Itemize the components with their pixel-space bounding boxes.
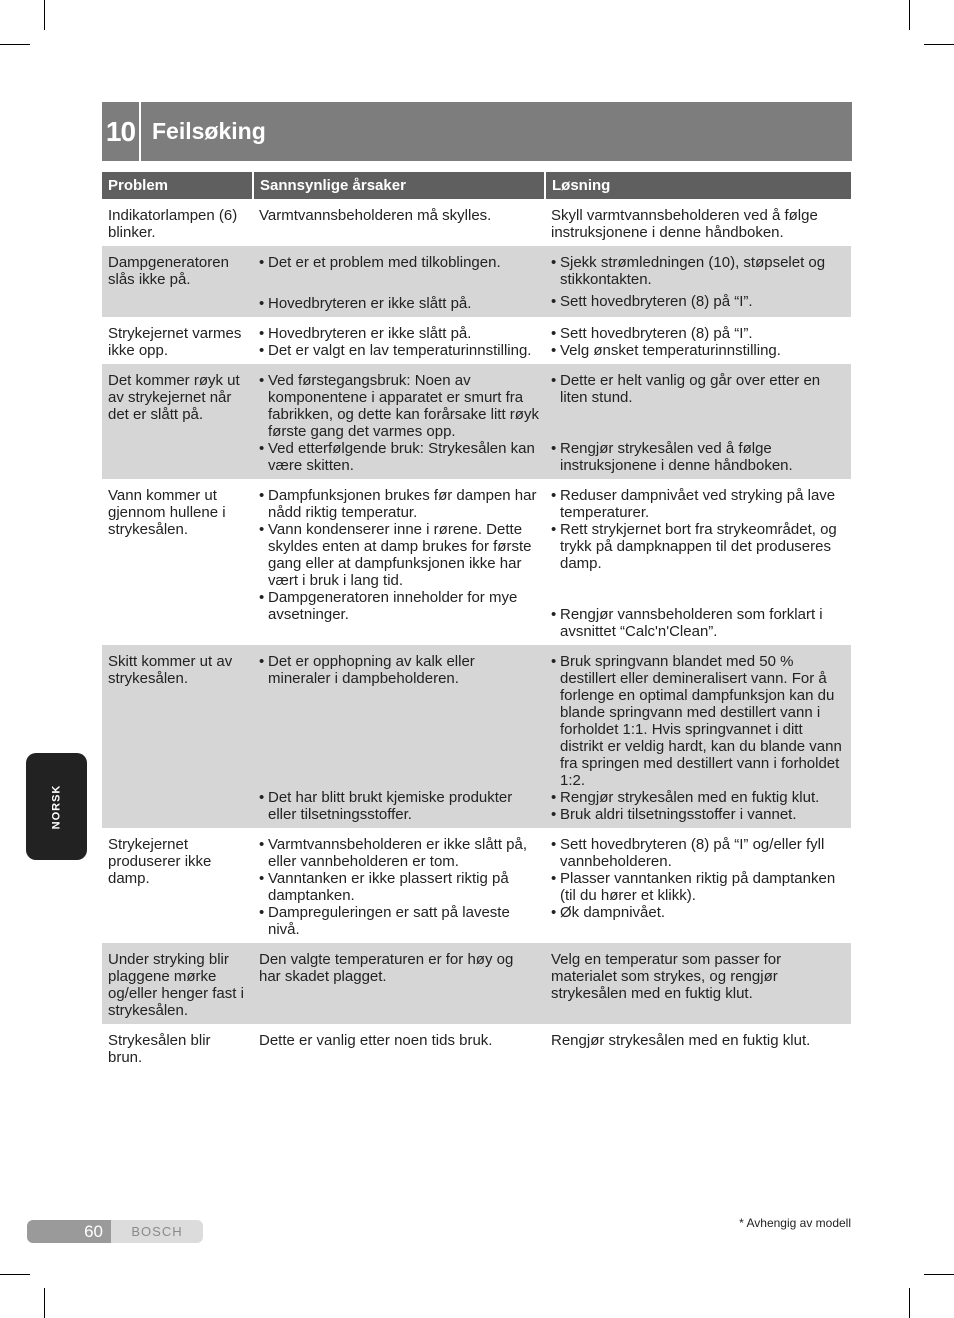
header-causes: Sannsynlige årsaker	[253, 172, 545, 199]
table-row	[102, 943, 851, 1024]
solution-item: • Velg ønsket temperaturinnstilling.	[551, 342, 845, 359]
solution-item: • Sjekk strømledningen (10), støpselet og stikkontakten.	[551, 254, 845, 288]
cause-item: • Dampgeneratoren inneholder for mye avsetninger.	[259, 589, 539, 623]
problem-cell: Skitt kommer ut av strykesålen.	[102, 645, 253, 828]
crop-mark	[44, 1288, 45, 1318]
language-label: NORSK	[50, 784, 63, 829]
cause-item: • Varmtvannsbeholderen er ikke slått på, eller vannbeholderen er tom.	[259, 836, 539, 870]
table-row	[102, 1024, 851, 1071]
problem-cell: Strykejernet varmes ikke opp.	[108, 325, 242, 359]
header-solution: Løsning	[545, 172, 851, 199]
crop-mark	[44, 0, 45, 30]
crop-mark	[924, 44, 954, 45]
header-problem: Problem	[102, 172, 253, 199]
table-row	[102, 317, 851, 364]
cause-cell	[253, 246, 545, 317]
solution-item: • Bruk springvann blandet med 50 % destillert eller demineralisert vann. For å forlenge en optimal dampfunksjon kan du blande springvann med destillert vann i forholdet 1:1. Hvis springvannet i ditt distrikt er veldig hardt, kan du blande vann fra springen med destillert vann i forholdet 1:2.	[551, 653, 845, 789]
solution-cell	[545, 364, 851, 479]
solution-item: • Rengjør strykesålen ved å følge instruksjonene i denne håndboken.	[551, 440, 845, 474]
table-row	[102, 479, 851, 645]
cause-item: • Vann kondenserer inne i rørene. Dette skyldes enten at damp brukes for første gang eller at dampfunksjonen ikke har vært i bruk i lang tid.	[259, 521, 539, 589]
solution-cell	[545, 479, 851, 645]
problem-cell: Strykesålen blir brun.	[108, 1032, 211, 1066]
solution-item: • Sett hovedbryteren (8) på “I”.	[551, 293, 845, 310]
solution-cell: Velg en temperatur som passer for materialet som strykes, og rengjør strykesålen med en fuktig klut.	[545, 943, 851, 1024]
cause-cell: Dette er vanlig etter noen tids bruk.	[259, 1032, 493, 1049]
solution-item: • Rett strykjernet bort fra strykeområdet, og trykk på dampknappen til det produseres damp.	[551, 521, 845, 572]
cause-cell: Varmtvannsbeholderen må skylles.	[259, 207, 492, 224]
crop-mark	[0, 1274, 30, 1275]
cause-item: • Hovedbryteren er ikke slått på.	[259, 295, 539, 312]
solution-item: • Reduser dampnivået ved stryking på lave temperaturer.	[551, 487, 845, 521]
solution-cell: Rengjør strykesålen med en fuktig klut.	[551, 1032, 811, 1049]
solution-cell: Skyll varmtvannsbeholderen ved å følge instruksjonene i denne håndboken.	[551, 207, 818, 241]
cause-cell	[253, 828, 545, 943]
cause-cell	[253, 317, 545, 364]
cause-cell	[253, 479, 545, 645]
section-number: 10	[102, 102, 141, 161]
language-tab	[26, 753, 87, 860]
cause-item: • Ved etterfølgende bruk: Strykesålen kan være skitten.	[259, 440, 539, 474]
table-header-row	[102, 172, 851, 199]
cause-item: • Vanntanken er ikke plassert riktig på damptanken.	[259, 870, 539, 904]
cause-item: • Det er valgt en lav temperaturinnstilling.	[259, 342, 539, 359]
crop-mark	[924, 1274, 954, 1275]
problem-cell: Indikatorlampen (6) blinker.	[108, 207, 238, 241]
problem-cell: Strykejernet produserer ikke damp.	[108, 836, 212, 887]
problem-cell: Dampgeneratoren slås ikke på.	[102, 246, 253, 317]
solution-item: • Øk dampnivået.	[551, 904, 845, 921]
cause-item: • Det er opphopning av kalk eller mineraler i dampbeholderen.	[259, 653, 539, 687]
table-row	[102, 246, 851, 317]
solution-item: • Plasser vanntanken riktig på damptanken (til du hører et klikk).	[551, 870, 845, 904]
table-row	[102, 199, 851, 246]
crop-mark	[909, 1288, 910, 1318]
cause-item: • Det er et problem med tilkoblingen.	[259, 254, 539, 271]
table-row	[102, 828, 851, 943]
page-number: 60	[27, 1220, 111, 1243]
solution-item: • Rengjør strykesålen med en fuktig klut.	[551, 789, 845, 806]
problem-cell: Vann kommer ut gjennom hullene i strykesålen.	[108, 487, 226, 538]
solution-item: • Sett hovedbryteren (8) på “I”.	[551, 325, 845, 342]
section-header	[102, 102, 852, 161]
solution-item: • Dette er helt vanlig og går over etter en liten stund.	[551, 372, 845, 406]
cause-item: • Ved førstegangsbruk: Noen av komponentene i apparatet er smurt fra fabrikken, og dette kan forårsake litt røyk første gang det varmes opp.	[259, 372, 539, 440]
solution-cell	[545, 645, 851, 828]
cause-item: • Det har blitt brukt kjemiske produkter eller tilsetningsstoffer.	[259, 789, 539, 823]
table-row	[102, 645, 851, 828]
cause-item: • Dampfunksjonen brukes før dampen har nådd riktig temperatur.	[259, 487, 539, 521]
solution-cell	[545, 317, 851, 364]
solution-item: • Rengjør vannsbeholderen som forklart i avsnittet “Calc'n'Clean”.	[551, 606, 845, 640]
brand-label: BOSCH	[111, 1220, 203, 1243]
solution-item: • Sett hovedbryteren (8) på “I” og/eller fyll vannbeholderen.	[551, 836, 845, 870]
table-row	[102, 364, 851, 479]
cause-cell	[253, 645, 545, 828]
section-title: Feilsøking	[152, 118, 266, 144]
problem-cell: Det kommer røyk ut av strykejernet når det er slått på.	[102, 364, 253, 479]
crop-mark	[0, 44, 30, 45]
footnote: * Avhengig av modell	[739, 1216, 851, 1230]
crop-mark	[909, 0, 910, 30]
cause-item: • Hovedbryteren er ikke slått på.	[259, 325, 539, 342]
cause-cell: Den valgte temperaturen er for høy og har skadet plagget.	[253, 943, 545, 1024]
cause-cell	[253, 364, 545, 479]
solution-cell	[545, 828, 851, 943]
solution-item: • Bruk aldri tilsetningsstoffer i vannet.	[551, 806, 845, 823]
problem-cell: Under stryking blir plaggene mørke og/eller henger fast i strykesålen.	[102, 943, 253, 1024]
solution-cell	[545, 246, 851, 317]
cause-item: • Dampreguleringen er satt på laveste nivå.	[259, 904, 539, 938]
troubleshooting-table	[102, 172, 851, 1071]
